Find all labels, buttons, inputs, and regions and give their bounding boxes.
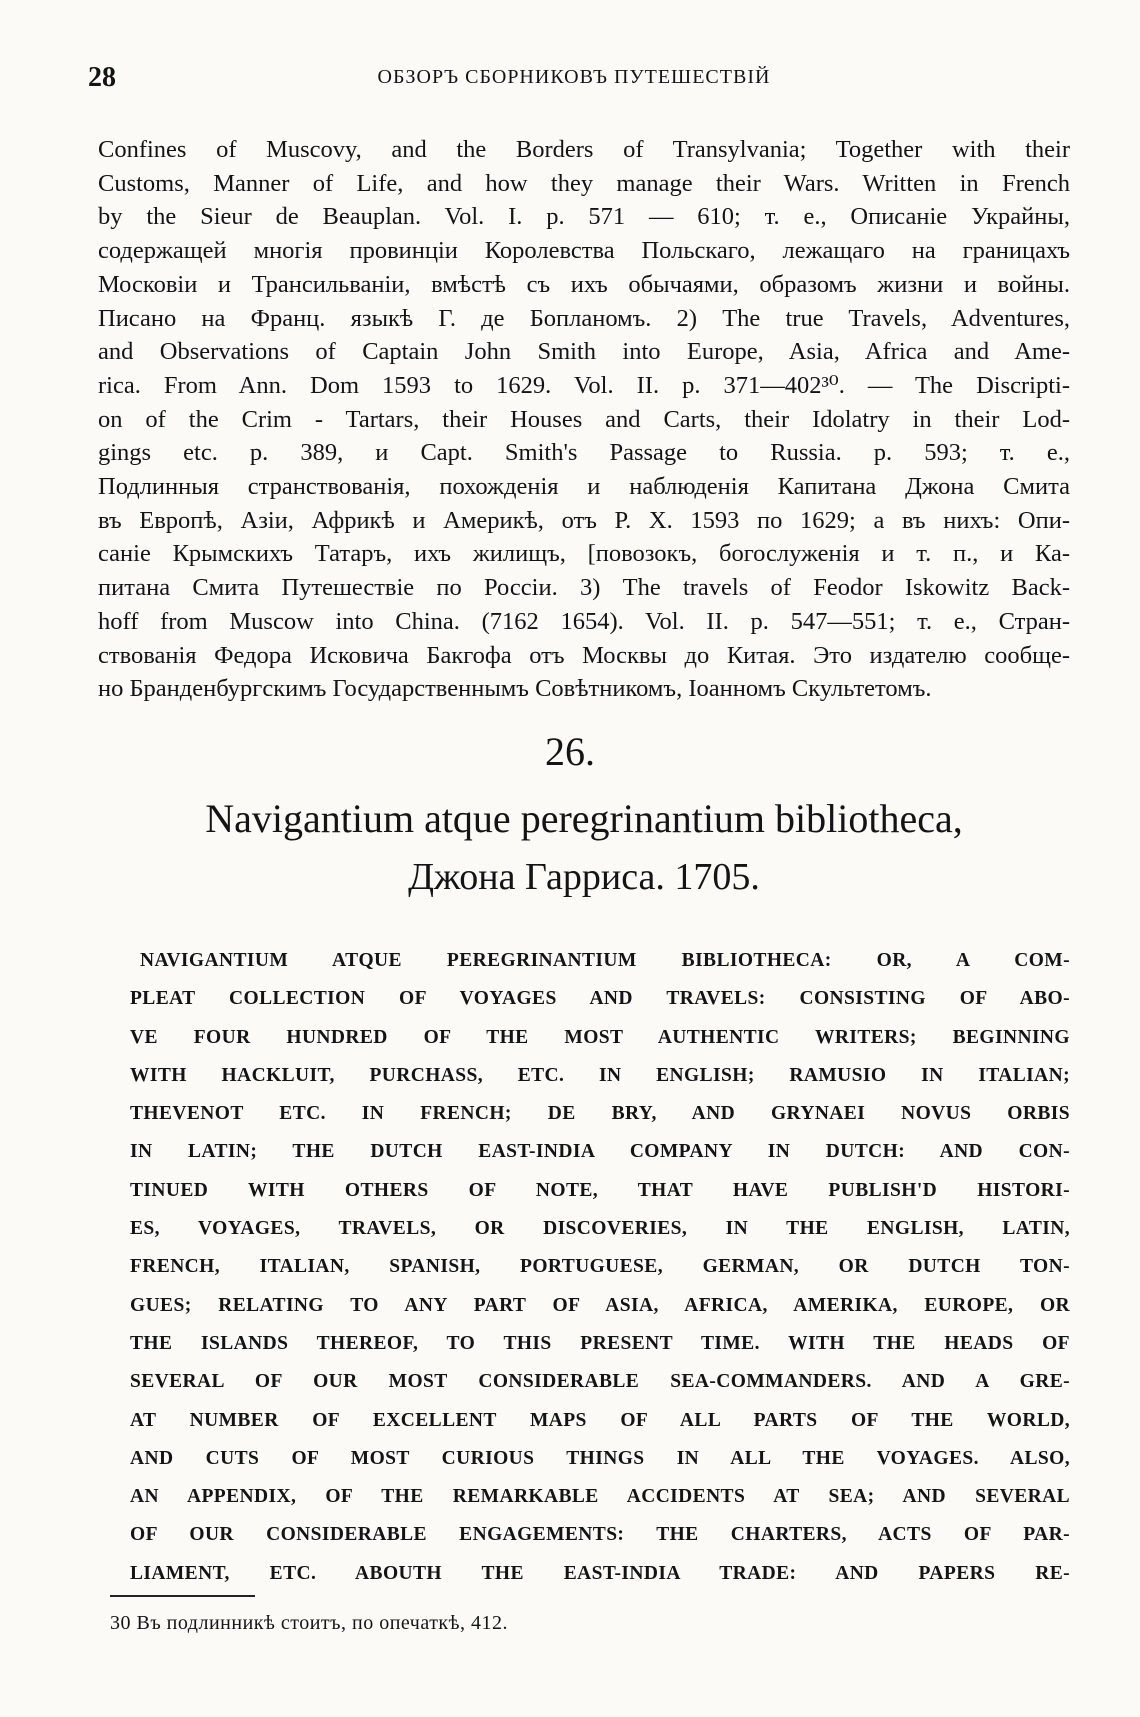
footnote-divider: [110, 1595, 255, 1597]
caps-line: THE ISLANDS THEREOF, TO THIS PRESENT TIME. WITH THE HEADS OF: [130, 1332, 1070, 1354]
entry-title-line: Navigantium atque peregrinantium bibliotheca,: [205, 796, 963, 841]
caps-line: SEVERAL OF OUR MOST CONSIDERABLE SEA-COMMANDERS. AND A GRE-: [130, 1371, 1070, 1393]
caps-line: AT NUMBER OF EXCELLENT MAPS OF ALL PARTS OF THE WORLD,: [130, 1409, 1070, 1431]
text-line: питана Смита Путешествіе по Россіи. 3) The travels of Feodor Iskowitz Back-: [98, 574, 1070, 602]
caps-line: VE FOUR HUNDRED OF THE MOST AUTHENTIC WRITERS; BEGINNING: [130, 1026, 1070, 1048]
text-line: содержащей многія провинціи Королевства Польскаго, лежащаго на границахъ: [98, 237, 1070, 265]
footnote: 30 Въ подлинникѣ стоитъ, по опечаткѣ, 412.: [110, 1612, 509, 1634]
caps-line: PLEAT COLLECTION OF VOYAGES AND TRAVELS: CONSISTING OF ABO-: [130, 988, 1070, 1010]
text-line: rica. From Ann. Dom 1593 to 1629. Vol. II. p. 371—402³⁰. — The Discripti-: [98, 371, 1070, 399]
caps-line: THEVENOT ETC. IN FRENCH; DE BRY, AND GRYNAEI NOVUS ORBIS: [130, 1103, 1070, 1125]
caps-line: AN APPENDIX, OF THE REMARKABLE ACCIDENTS AT SEA; AND SEVERAL: [130, 1486, 1070, 1508]
entry-number: 26.: [545, 729, 595, 774]
text-line: но Бранденбургскимъ Государственнымъ Совѣтникомъ, Іоанномъ Скультетомъ.: [98, 675, 932, 703]
text-line: Писано на Франц. языкѣ Г. де Бопланомъ. 2) The true Travels, Adventures,: [98, 304, 1070, 332]
text-line: Customs, Manner of Life, and how they manage their Wars. Written in French: [98, 169, 1070, 197]
full-title-caps: [130, 942, 1070, 1593]
text-line: and Observations of Captain John Smith into Europe, Asia, Africa and Ame-: [98, 338, 1070, 366]
caps-line: OF OUR CONSIDERABLE ENGAGEMENTS: THE CHARTERS, ACTS OF PAR-: [130, 1524, 1070, 1546]
entry-title-line: Джона Гарриса. 1705.: [408, 856, 760, 898]
text-line: hoff from Muscow into China. (7162 1654). Vol. II. p. 547—551; т. е., Стран-: [98, 607, 1070, 635]
text-line: on of the Crim - Tartars, their Houses and Carts, their Idolatry in their Lod-: [98, 405, 1070, 433]
caps-line: ES, VOYAGES, TRAVELS, OR DISCOVERIES, IN THE ENGLISH, LATIN,: [130, 1218, 1070, 1240]
caps-line: AND CUTS OF MOST CURIOUS THINGS IN ALL THE VOYAGES. ALSO,: [130, 1447, 1070, 1469]
page-number: 28: [88, 62, 116, 93]
text-line: gings etc. p. 389, и Capt. Smith's Passage to Russia. p. 593; т. е.,: [98, 439, 1070, 467]
text-line: въ Европѣ, Азіи, Африкѣ и Америкѣ, отъ Р. X. 1593 по 1629; а въ нихъ: Опи-: [98, 506, 1070, 534]
running-head: ОБЗОРЪ СБОРНИКОВЪ ПУТЕШЕСТВІЙ: [377, 66, 771, 88]
caps-line: TINUED WITH OTHERS OF NOTE, THAT HAVE PUBLISH'D HISTORI-: [130, 1179, 1070, 1201]
page-header: [88, 62, 1060, 102]
text-line: Confines of Muscovy, and the Borders of Transylvania; Together with their: [98, 136, 1070, 163]
text-line: ствованія Федора Исковича Бакгофа отъ Москвы до Китая. Это издателю сообще-: [98, 641, 1070, 669]
text-line: Московіи и Трансильваніи, вмѣстѣ съ ихъ обычаями, образомъ жизни и войны.: [98, 270, 1070, 298]
caps-line: GUES; RELATING TO ANY PART OF ASIA, AFRICA, AMERIKA, EUROPE, OR: [130, 1294, 1070, 1316]
caps-line: WITH HACKLUIT, PURCHASS, ETC. IN ENGLISH; RAMUSIO IN ITALIAN;: [130, 1064, 1070, 1086]
text-line: Подлинныя странствованія, похожденія и наблюденія Капитана Джона Смита: [98, 473, 1070, 501]
entry-title: [98, 790, 1070, 906]
caps-line: FRENCH, ITALIAN, SPANISH, PORTUGUESE, GERMAN, OR DUTCH TON-: [130, 1256, 1070, 1278]
caps-line: LIAMENT, ETC. ABOUTH THE EAST-INDIA TRADE: AND PAPERS RE-: [130, 1562, 1070, 1584]
caps-line: NAVIGANTIUM ATQUE PEREGRINANTIUM BIBLIOTHECA: OR, A COM-: [140, 950, 1070, 971]
body-paragraph: [98, 133, 1070, 706]
caps-line: IN LATIN; THE DUTCH EAST-INDIA COMPANY IN DUTCH: AND CON-: [130, 1141, 1070, 1163]
text-line: саніе Крымскихъ Татаръ, ихъ жилищъ, [повозокъ, богослуженія и т. п., и Ка-: [98, 540, 1070, 568]
text-line: by the Sieur de Beauplan. Vol. I. p. 571 — 610; т. е., Описаніе Украйны,: [98, 203, 1070, 231]
